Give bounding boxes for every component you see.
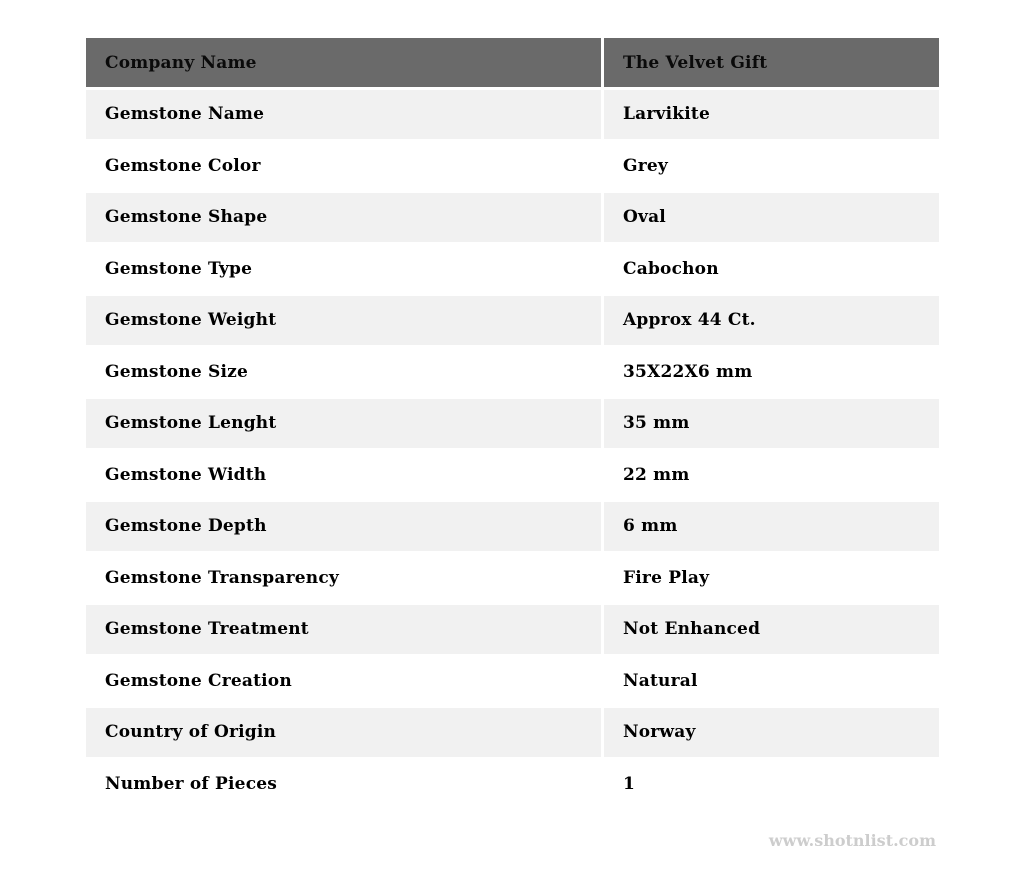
- spec-value-cell: Not Enhanced: [604, 605, 939, 654]
- spec-label-cell: Number of Pieces: [86, 759, 601, 808]
- spec-value-cell: Grey: [604, 141, 939, 190]
- spec-label-cell: Gemstone Treatment: [86, 605, 601, 654]
- spec-value-cell: Approx 44 Ct.: [604, 296, 939, 345]
- spec-label-cell: Gemstone Weight: [86, 296, 601, 345]
- table-header-row: [86, 38, 939, 87]
- spec-row: [86, 502, 939, 551]
- spec-row: [86, 656, 939, 705]
- spec-row: [86, 141, 939, 190]
- spec-row: [86, 296, 939, 345]
- header-label-cell: Company Name: [86, 38, 601, 87]
- spec-value-cell: Natural: [604, 656, 939, 705]
- spec-value-cell: Fire Play: [604, 553, 939, 602]
- spec-value-cell: Oval: [604, 193, 939, 242]
- spec-row: [86, 347, 939, 396]
- spec-row: [86, 759, 939, 808]
- spec-row: [86, 450, 939, 499]
- spec-value-cell: 35 mm: [604, 399, 939, 448]
- header-value-cell: The Velvet Gift: [604, 38, 939, 87]
- spec-value-cell: Larvikite: [604, 90, 939, 139]
- spec-value-cell: 22 mm: [604, 450, 939, 499]
- spec-label-cell: Gemstone Transparency: [86, 553, 601, 602]
- website-watermark: www.shotnlist.com: [768, 831, 936, 850]
- spec-row: [86, 244, 939, 293]
- spec-label-cell: Country of Origin: [86, 708, 601, 757]
- spec-value-cell: Norway: [604, 708, 939, 757]
- spec-row: [86, 193, 939, 242]
- gemstone-spec-table: [86, 38, 939, 811]
- spec-label-cell: Gemstone Lenght: [86, 399, 601, 448]
- spec-label-cell: Gemstone Type: [86, 244, 601, 293]
- spec-value-cell: 35X22X6 mm: [604, 347, 939, 396]
- spec-label-cell: Gemstone Name: [86, 90, 601, 139]
- spec-row: [86, 708, 939, 757]
- spec-label-cell: Gemstone Size: [86, 347, 601, 396]
- spec-label-cell: Gemstone Width: [86, 450, 601, 499]
- spec-row: [86, 90, 939, 139]
- spec-value-cell: 1: [604, 759, 939, 808]
- spec-value-cell: 6 mm: [604, 502, 939, 551]
- spec-row: [86, 605, 939, 654]
- spec-label-cell: Gemstone Shape: [86, 193, 601, 242]
- spec-row: [86, 553, 939, 602]
- spec-label-cell: Gemstone Creation: [86, 656, 601, 705]
- spec-label-cell: Gemstone Color: [86, 141, 601, 190]
- spec-label-cell: Gemstone Depth: [86, 502, 601, 551]
- spec-value-cell: Cabochon: [604, 244, 939, 293]
- spec-row: [86, 399, 939, 448]
